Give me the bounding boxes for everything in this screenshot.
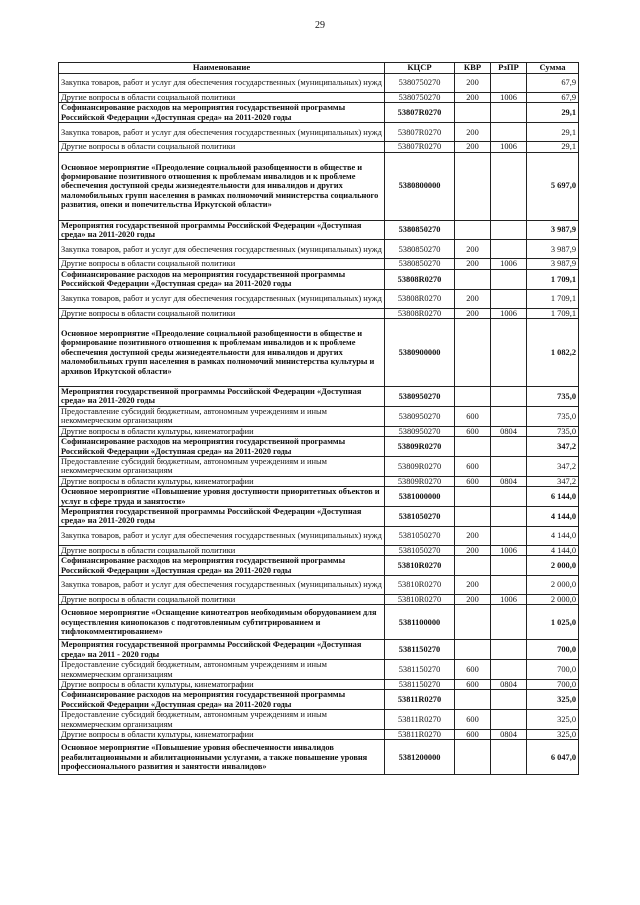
- table-row: [59, 594, 579, 604]
- header-rzpr: РзПР: [491, 63, 527, 74]
- table-row: [59, 556, 579, 576]
- cell-sum: 325,0: [527, 690, 579, 710]
- cell-rzpr: 0804: [491, 730, 527, 740]
- cell-rzpr: 1006: [491, 142, 527, 152]
- cell-sum: 347,2: [527, 437, 579, 457]
- cell-kcsr: 53807R0270: [385, 103, 455, 123]
- cell-name: Закупка товаров, работ и услуг для обеспечения государственных (муниципальных) нужд: [59, 74, 385, 93]
- cell-rzpr: 1006: [491, 594, 527, 604]
- cell-name: Другие вопросы в области культуры, кинематографии: [59, 426, 385, 436]
- table-row: [59, 605, 579, 640]
- cell-kvr: 200: [455, 575, 491, 594]
- cell-rzpr: [491, 710, 527, 730]
- cell-rzpr: 1006: [491, 93, 527, 103]
- cell-kcsr: 5380950270: [385, 406, 455, 426]
- cell-kcsr: 53811R0270: [385, 710, 455, 730]
- cell-rzpr: [491, 506, 527, 526]
- cell-sum: 1 082,2: [527, 319, 579, 387]
- cell-rzpr: [491, 240, 527, 259]
- cell-name: Мероприятия государственной программы Российской Федерации «Доступная среда» на 2011 - 2020 годы: [59, 640, 385, 660]
- cell-kcsr: 5380950270: [385, 387, 455, 407]
- cell-rzpr: 0804: [491, 680, 527, 690]
- table-row: [59, 487, 579, 507]
- table-row: [59, 640, 579, 660]
- table-row: [59, 289, 579, 308]
- table-row: [59, 387, 579, 407]
- cell-sum: 1 709,1: [527, 269, 579, 289]
- cell-kvr: [455, 437, 491, 457]
- cell-kvr: 200: [455, 123, 491, 142]
- cell-kcsr: 53807R0270: [385, 123, 455, 142]
- cell-rzpr: 1006: [491, 259, 527, 269]
- cell-name: Другие вопросы в области социальной политики: [59, 259, 385, 269]
- cell-kvr: 600: [455, 710, 491, 730]
- table-row: [59, 506, 579, 526]
- cell-kcsr: 5381050270: [385, 526, 455, 545]
- cell-rzpr: [491, 152, 527, 220]
- table-row: [59, 730, 579, 740]
- cell-sum: 2 000,0: [527, 594, 579, 604]
- cell-name: Софинансирование расходов на мероприятия государственной программы Российской Федерации «Доступная среда» на 2011-2020 годы: [59, 103, 385, 123]
- table-row: [59, 308, 579, 318]
- budget-table: [58, 62, 579, 775]
- table-body: [59, 74, 579, 775]
- cell-name: Закупка товаров, работ и услуг для обеспечения государственных (муниципальных) нужд: [59, 123, 385, 142]
- table-row: [59, 319, 579, 387]
- cell-rzpr: [491, 406, 527, 426]
- table-row: [59, 476, 579, 486]
- cell-kcsr: 5380850270: [385, 220, 455, 240]
- cell-sum: 735,0: [527, 426, 579, 436]
- cell-rzpr: [491, 74, 527, 93]
- cell-name: Мероприятия государственной программы Российской Федерации «Доступная среда» на 2011-2020 годы: [59, 220, 385, 240]
- table-row: [59, 220, 579, 240]
- cell-kvr: 200: [455, 308, 491, 318]
- cell-kvr: 200: [455, 289, 491, 308]
- cell-kvr: 200: [455, 93, 491, 103]
- cell-kvr: [455, 269, 491, 289]
- cell-sum: 4 144,0: [527, 506, 579, 526]
- table-row: [59, 406, 579, 426]
- cell-rzpr: [491, 269, 527, 289]
- cell-name: Закупка товаров, работ и услуг для обеспечения государственных (муниципальных) нужд: [59, 240, 385, 259]
- cell-kcsr: 53808R0270: [385, 269, 455, 289]
- cell-rzpr: [491, 556, 527, 576]
- cell-kcsr: 5380900000: [385, 319, 455, 387]
- cell-kcsr: 53808R0270: [385, 308, 455, 318]
- cell-rzpr: [491, 740, 527, 775]
- cell-kvr: [455, 740, 491, 775]
- cell-rzpr: [491, 487, 527, 507]
- table-row: [59, 93, 579, 103]
- cell-rzpr: 0804: [491, 476, 527, 486]
- cell-name: Другие вопросы в области социальной политики: [59, 594, 385, 604]
- cell-name: Основное мероприятие «Повышение уровня обеспеченности инвалидов реабилитационными и абилитационными услугами, а также повышение уровня профессионального развития и занятости инвалидов»: [59, 740, 385, 775]
- cell-rzpr: 1006: [491, 545, 527, 555]
- table-row: [59, 690, 579, 710]
- cell-name: Другие вопросы в области социальной политики: [59, 308, 385, 318]
- cell-kvr: 600: [455, 406, 491, 426]
- cell-name: Основное мероприятие «Оснащение кинотеатров необходимым оборудованием для осуществления кинопоказов с подготовленным субтитрированием и тифлокомментированием»: [59, 605, 385, 640]
- cell-kvr: 600: [455, 660, 491, 680]
- header-sum: Сумма: [527, 63, 579, 74]
- cell-name: Другие вопросы в области социальной политики: [59, 93, 385, 103]
- cell-kvr: [455, 690, 491, 710]
- cell-kvr: 600: [455, 476, 491, 486]
- page-number: 29: [315, 20, 325, 31]
- cell-sum: 1 709,1: [527, 308, 579, 318]
- cell-name: Другие вопросы в области культуры, кинематографии: [59, 476, 385, 486]
- cell-kvr: 200: [455, 240, 491, 259]
- header-kcsr: КЦСР: [385, 63, 455, 74]
- cell-sum: 325,0: [527, 710, 579, 730]
- cell-kvr: 200: [455, 526, 491, 545]
- table-row: [59, 240, 579, 259]
- cell-kcsr: 5380950270: [385, 426, 455, 436]
- cell-kvr: 200: [455, 545, 491, 555]
- cell-kvr: 600: [455, 426, 491, 436]
- cell-rzpr: [491, 456, 527, 476]
- cell-rzpr: [491, 660, 527, 680]
- cell-name: Закупка товаров, работ и услуг для обеспечения государственных (муниципальных) нужд: [59, 526, 385, 545]
- cell-sum: 735,0: [527, 406, 579, 426]
- cell-kvr: [455, 640, 491, 660]
- cell-name: Другие вопросы в области культуры, кинематографии: [59, 730, 385, 740]
- cell-kcsr: 5380850270: [385, 240, 455, 259]
- cell-sum: 4 144,0: [527, 545, 579, 555]
- table-row: [59, 269, 579, 289]
- cell-rzpr: [491, 387, 527, 407]
- cell-kvr: [455, 605, 491, 640]
- cell-sum: 3 987,9: [527, 220, 579, 240]
- cell-name: Другие вопросы в области социальной политики: [59, 142, 385, 152]
- cell-name: Другие вопросы в области культуры, кинематографии: [59, 680, 385, 690]
- cell-kvr: 600: [455, 456, 491, 476]
- table-row: [59, 545, 579, 555]
- cell-kcsr: 5380800000: [385, 152, 455, 220]
- cell-sum: 4 144,0: [527, 526, 579, 545]
- table-row: [59, 740, 579, 775]
- cell-kcsr: 5380850270: [385, 259, 455, 269]
- cell-rzpr: [491, 319, 527, 387]
- cell-rzpr: [491, 526, 527, 545]
- cell-kcsr: 5381150270: [385, 660, 455, 680]
- cell-rzpr: [491, 605, 527, 640]
- cell-sum: 735,0: [527, 387, 579, 407]
- table-header-row: [59, 63, 579, 74]
- table-row: [59, 660, 579, 680]
- cell-kvr: [455, 556, 491, 576]
- table-row: [59, 103, 579, 123]
- cell-kcsr: 5381150270: [385, 680, 455, 690]
- cell-sum: 1 709,1: [527, 289, 579, 308]
- header-kvr: КВР: [455, 63, 491, 74]
- table-row: [59, 142, 579, 152]
- cell-name: Предоставление субсидий бюджетным, автономным учреждениям и иным некоммерческим организациям: [59, 660, 385, 680]
- header-name: Наименование: [59, 63, 385, 74]
- table-row: [59, 259, 579, 269]
- cell-kcsr: 5381150270: [385, 640, 455, 660]
- cell-name: Предоставление субсидий бюджетным, автономным учреждениям и иным некоммерческим организациям: [59, 406, 385, 426]
- cell-name: Другие вопросы в области социальной политики: [59, 545, 385, 555]
- cell-name: Основное мероприятие «Повышение уровня доступности приоритетных объектов и услуг в сфере труда и занятости»: [59, 487, 385, 507]
- table-row: [59, 437, 579, 457]
- cell-sum: 700,0: [527, 640, 579, 660]
- table-row: [59, 680, 579, 690]
- table-row: [59, 575, 579, 594]
- cell-kvr: 600: [455, 680, 491, 690]
- cell-name: Закупка товаров, работ и услуг для обеспечения государственных (муниципальных) нужд: [59, 575, 385, 594]
- cell-rzpr: [491, 103, 527, 123]
- cell-sum: 325,0: [527, 730, 579, 740]
- cell-sum: 3 987,9: [527, 259, 579, 269]
- table-row: [59, 123, 579, 142]
- cell-sum: 5 697,0: [527, 152, 579, 220]
- cell-kcsr: 53810R0270: [385, 594, 455, 604]
- cell-sum: 700,0: [527, 680, 579, 690]
- cell-sum: 67,9: [527, 74, 579, 93]
- cell-sum: 1 025,0: [527, 605, 579, 640]
- cell-name: Софинансирование расходов на мероприятия государственной программы Российской Федерации «Доступная среда» на 2011-2020 годы: [59, 690, 385, 710]
- cell-kcsr: 53809R0270: [385, 456, 455, 476]
- cell-kvr: [455, 506, 491, 526]
- cell-rzpr: 1006: [491, 308, 527, 318]
- cell-sum: 2 000,0: [527, 556, 579, 576]
- table-row: [59, 456, 579, 476]
- cell-sum: 29,1: [527, 142, 579, 152]
- cell-sum: 67,9: [527, 93, 579, 103]
- cell-kvr: 200: [455, 142, 491, 152]
- cell-kvr: [455, 387, 491, 407]
- cell-sum: 29,1: [527, 103, 579, 123]
- cell-kvr: [455, 103, 491, 123]
- cell-sum: 6 144,0: [527, 487, 579, 507]
- cell-kcsr: 5381000000: [385, 487, 455, 507]
- cell-kvr: 600: [455, 730, 491, 740]
- cell-rzpr: [491, 640, 527, 660]
- cell-rzpr: 0804: [491, 426, 527, 436]
- cell-rzpr: [491, 289, 527, 308]
- cell-sum: 3 987,9: [527, 240, 579, 259]
- cell-kvr: [455, 152, 491, 220]
- cell-kvr: 200: [455, 74, 491, 93]
- cell-kcsr: 5380750270: [385, 74, 455, 93]
- cell-kcsr: 5381100000: [385, 605, 455, 640]
- cell-kcsr: 53808R0270: [385, 289, 455, 308]
- cell-kcsr: 53811R0270: [385, 690, 455, 710]
- cell-name: Софинансирование расходов на мероприятия государственной программы Российской Федерации «Доступная среда» на 2011-2020 годы: [59, 269, 385, 289]
- table-row: [59, 426, 579, 436]
- cell-sum: 29,1: [527, 123, 579, 142]
- cell-rzpr: [491, 575, 527, 594]
- table-row: [59, 152, 579, 220]
- cell-sum: 700,0: [527, 660, 579, 680]
- cell-kvr: [455, 220, 491, 240]
- cell-name: Предоставление субсидий бюджетным, автономным учреждениям и иным некоммерческим организациям: [59, 710, 385, 730]
- cell-kcsr: 53809R0270: [385, 476, 455, 486]
- cell-kcsr: 5381200000: [385, 740, 455, 775]
- cell-name: Закупка товаров, работ и услуг для обеспечения государственных (муниципальных) нужд: [59, 289, 385, 308]
- cell-name: Основное мероприятие «Преодоление социальной разобщенности в обществе и формирование позитивного отношения к проблемам инвалидов и к проблеме обеспечения доступной среды жизнедеятельности для инвалидов и других маломобильных групп населения в рамках полномочий министерства социального развития, опеки и попечительства Иркутской области»: [59, 152, 385, 220]
- cell-sum: 347,2: [527, 476, 579, 486]
- cell-rzpr: [491, 220, 527, 240]
- cell-kcsr: 53810R0270: [385, 556, 455, 576]
- table-row: [59, 74, 579, 93]
- cell-name: Предоставление субсидий бюджетным, автономным учреждениям и иным некоммерческим организациям: [59, 456, 385, 476]
- cell-name: Мероприятия государственной программы Российской Федерации «Доступная среда» на 2011-2020 годы: [59, 506, 385, 526]
- cell-kvr: [455, 487, 491, 507]
- cell-sum: 2 000,0: [527, 575, 579, 594]
- table-row: [59, 526, 579, 545]
- cell-kcsr: 53807R0270: [385, 142, 455, 152]
- cell-kcsr: 53811R0270: [385, 730, 455, 740]
- cell-kcsr: 5380750270: [385, 93, 455, 103]
- cell-name: Основное мероприятие «Преодоление социальной разобщенности в обществе и формирование позитивного отношения к проблемам инвалидов и к проблеме обеспечения доступной среды жизнедеятельности для инвалидов и других маломобильных групп населения в рамках полномочий министерства культуры и архивов Иркутской области»: [59, 319, 385, 387]
- cell-sum: 6 047,0: [527, 740, 579, 775]
- cell-kvr: 200: [455, 259, 491, 269]
- cell-kcsr: 53810R0270: [385, 575, 455, 594]
- cell-kvr: 200: [455, 594, 491, 604]
- cell-rzpr: [491, 437, 527, 457]
- cell-name: Софинансирование расходов на мероприятия государственной программы Российской Федерации «Доступная среда» на 2011-2020 годы: [59, 437, 385, 457]
- cell-kvr: [455, 319, 491, 387]
- cell-kcsr: 5381050270: [385, 545, 455, 555]
- table-row: [59, 710, 579, 730]
- cell-name: Мероприятия государственной программы Российской Федерации «Доступная среда» на 2011-2020 годы: [59, 387, 385, 407]
- cell-sum: 347,2: [527, 456, 579, 476]
- cell-name: Софинансирование расходов на мероприятия государственной программы Российской Федерации «Доступная среда» на 2011-2020 годы: [59, 556, 385, 576]
- cell-rzpr: [491, 123, 527, 142]
- cell-kcsr: 5381050270: [385, 506, 455, 526]
- cell-kcsr: 53809R0270: [385, 437, 455, 457]
- cell-rzpr: [491, 690, 527, 710]
